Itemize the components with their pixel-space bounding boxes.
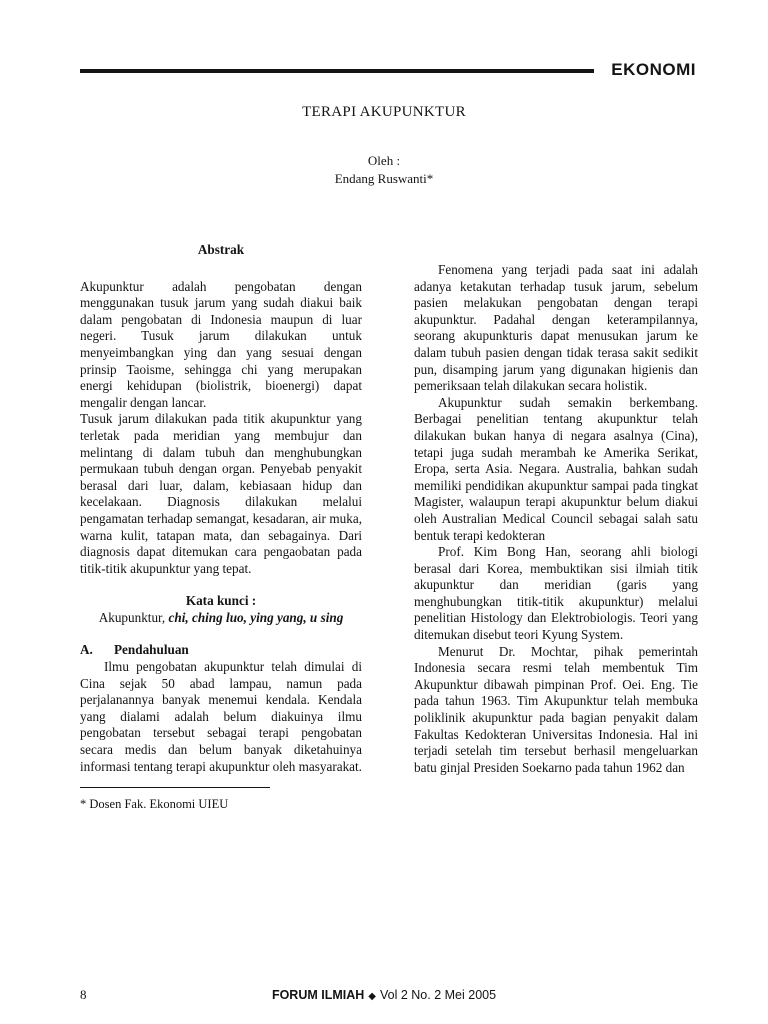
- journal-footer: [0, 988, 768, 1002]
- intro-paragraph: Ilmu pengobatan akupunktur telah dimulai di Cina sejak 50 abad lampau, namun pada perjalanannya banyak menemui kendala. Kendala yang dialami adalah belum diakuinya ilmu pengobatan tersebut sebagai terapi pengobatan secara medis dan belum banyak diketahuinya informasi tentang terapi akupunktur oleh masyarakat.: [80, 659, 362, 774]
- body-paragraph-4: Menurut Dr. Mochtar, pihak pemerintah Indonesia secara resmi telah membentuk Tim Akupunktur dibawah pimpinan Prof. Oei. Eng. Tie pada tahun 1963. Tim Akupunktur telah membuka poliklinik akupunktur pada bagian penyakit dalam Fakultas Kedokteran Universitas Indonesia. Hal ini terjadi setelah tim tersebut berhasil mengeluarkan batu ginjal Presiden Soekarno pada tahun 1962 dan: [414, 643, 698, 775]
- section-number: A.: [80, 642, 93, 658]
- journal-name: FORUM ILMIAH: [271, 988, 365, 1002]
- abstract-heading: Abstrak: [197, 242, 245, 257]
- keywords-line: [80, 610, 362, 627]
- abstract-paragraph-2: Tusuk jarum dilakukan pada titik akupunktur yang terletak pada meridian yang membujur dan melintang di dalam tubuh dan menghubungkan permukaan tubuh dengan organ. Penyebab penyakit berasal dari luar, dalam, kebiasaan hidup dan kecelakaan. Diagnosis dilakukan melalui pengamatan terhadap semangat, kesadaran, air muka, warna kulit, tatapan mata, dan sebagainya. Dari diagnosis dapat ditemukan cara pengaobatan pada titik-titik akupunktur yang tepat.: [80, 411, 362, 576]
- keywords-prefix: Akupunktur,: [98, 609, 166, 625]
- keywords-terms: chi, ching luo, ying yang, u sing: [168, 609, 344, 625]
- keywords-block: [80, 593, 362, 626]
- section-heading: [80, 642, 362, 659]
- body-paragraph-1: Fenomena yang terjadi pada saat ini adalah adanya ketakutan terhadap tusuk jarum, sebelum pasien melakukan pengobatan dengan terapi akupunktur. Padahal dengan keterampilannya, seorang akupunkturis dapat menusukan jarum ke dalam tubuh pasien dengan tidak terasa sakit sedikit pun, disamping jarum yang digunakan higienis dan pemeriksaan telah dilakukan secara holistik.: [414, 262, 698, 394]
- footnote-rule: [80, 787, 270, 788]
- page-number: 8: [80, 987, 87, 1002]
- by-label: Oleh :: [367, 153, 401, 168]
- author-name: Endang Ruswanti*: [334, 171, 434, 186]
- left-column: [80, 242, 362, 813]
- article-title: TERAPI AKUPUNKTUR: [302, 104, 466, 120]
- byline: [0, 152, 768, 188]
- diamond-icon: ◆: [368, 991, 376, 1002]
- journal-issue: Vol 2 No. 2 Mei 2005: [380, 988, 497, 1002]
- section-title: Pendahuluan: [114, 642, 189, 658]
- keywords-heading: Kata kunci :: [185, 593, 257, 609]
- body-paragraph-2: Akupunktur sudah semakin berkembang. Berbagai penelitian tentang akupunktur telah dilakukan bukan hanya di negara asalnya (Cina), tetapi juga sudah merambah ke Amerika Serikat, Eropa, serta Asia. Negara. Australia, bahkan sudah memiliki pendidikan akupunktur sampai pada tingkat Magister, walaupun terapi akupunktur belum diakui oleh Australian Medical Council sebagai salah satu bentuk terapi kedokteran: [414, 394, 698, 543]
- header-rule: [80, 69, 594, 73]
- abstract-paragraph-1: Akupunktur adalah pengobatan dengan menggunakan tusuk jarum yang sudah diakui baik dalam pengobatan di Indonesia maupun di luar negeri. Tusuk jarum dilakukan untuk menyeimbangkan ying dan yang sesuai dengan prinsip Taoisme, sehingga chi yang merupakan energi kehidupan (biolistrik, bioenergi) dapat mengalir dengan lancar.: [80, 278, 362, 410]
- footnote: * Dosen Fak. Ekonomi UIEU: [80, 797, 229, 812]
- section-label: EKONOMI: [611, 60, 696, 79]
- right-column: [414, 262, 698, 776]
- body-paragraph-3: Prof. Kim Bong Han, seorang ahli biologi berasal dari Korea, membuktikan sisi ilmiah titik akupunktur dan meridian (garis yang menghubungkan titik-titik akupunktur) melalui penelitian Histology dan Elektrobiologis. Teori yang ditemukan disebut teori Kyung System.: [414, 544, 698, 643]
